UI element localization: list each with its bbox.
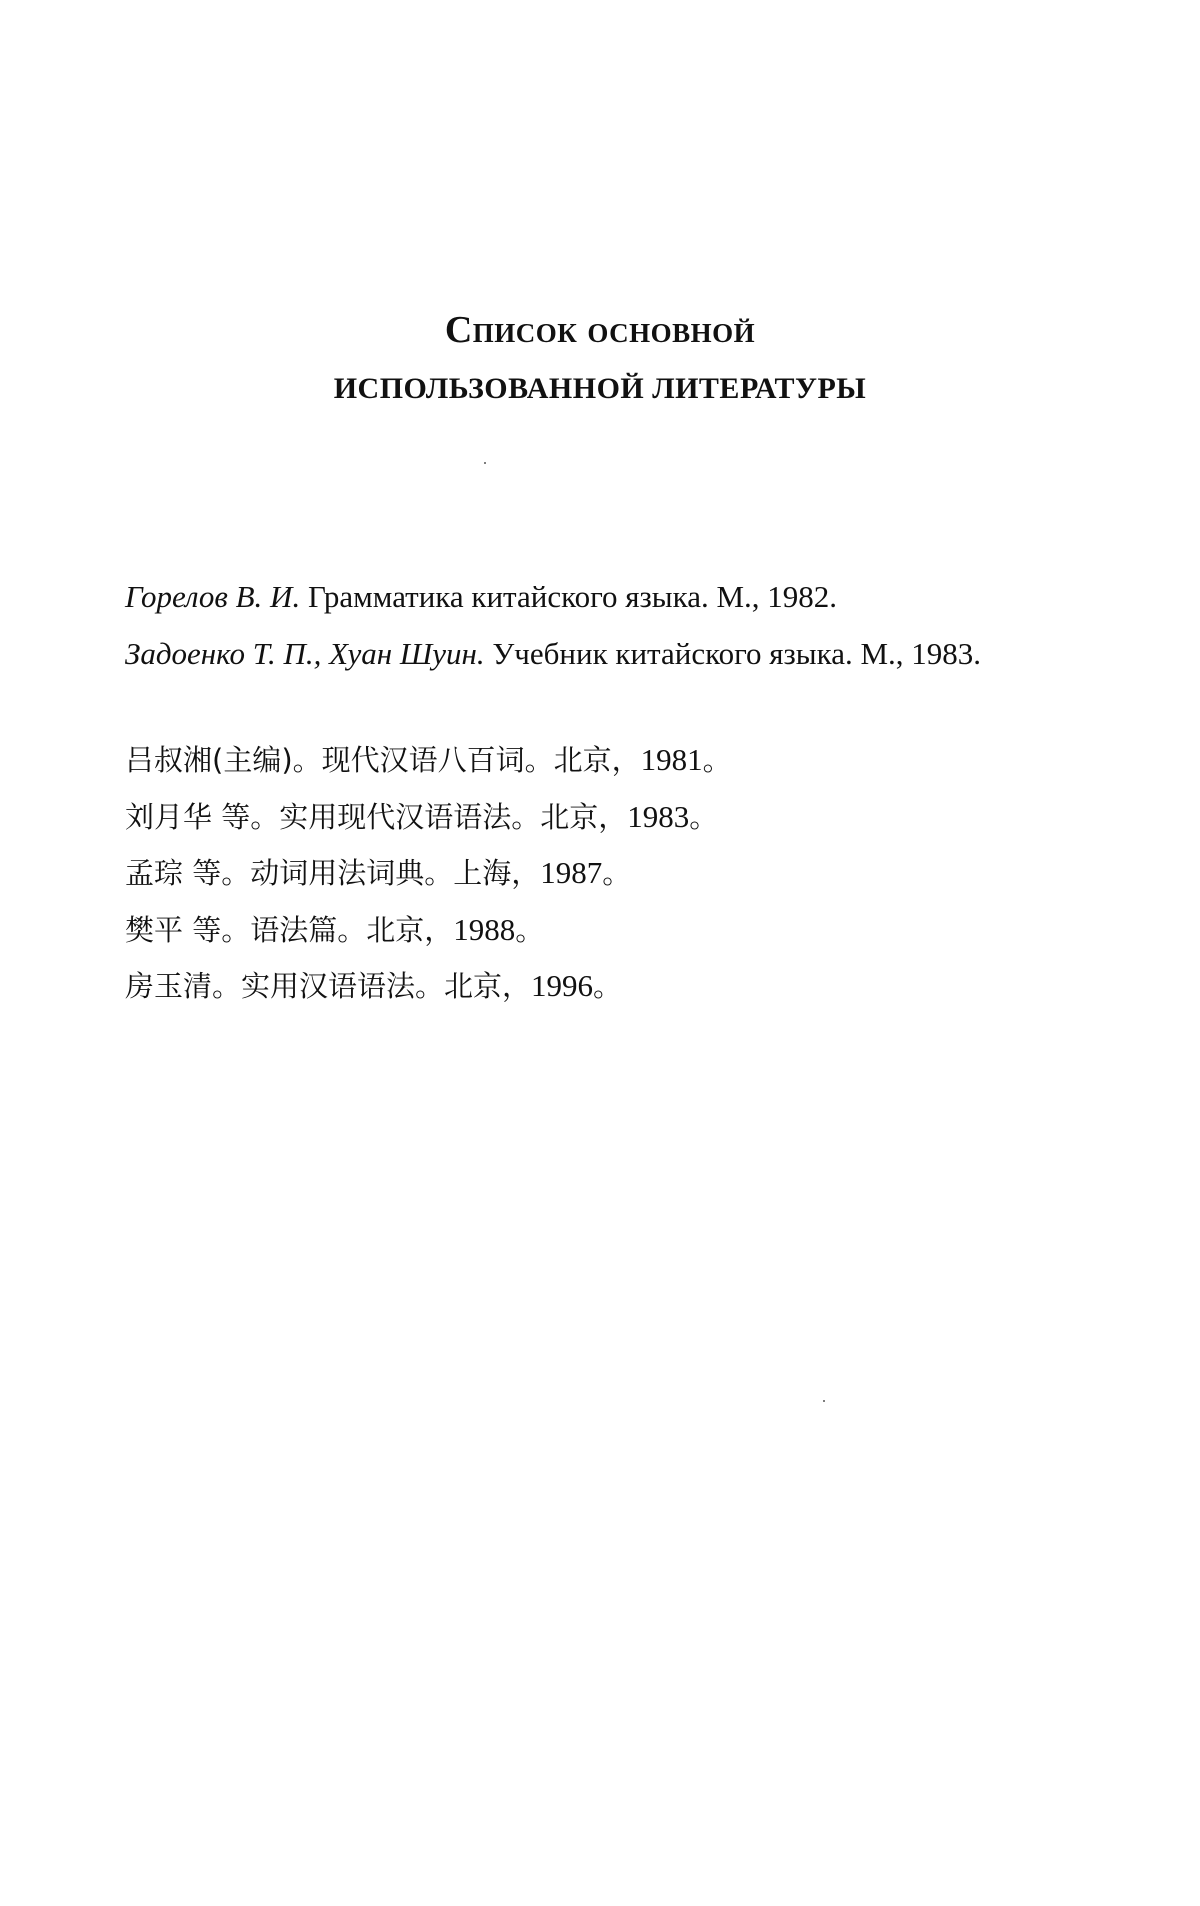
page-subtitle: ИСПОЛЬЗОВАННОЙ ЛИТЕРАТУРЫ <box>333 372 867 405</box>
reference-year: 1996 <box>531 968 594 1003</box>
reference-end: 。 <box>689 799 719 834</box>
russian-references-list <box>125 568 1125 682</box>
reference-end: 。 <box>602 856 632 890</box>
reference-entry <box>125 845 1125 902</box>
reference-text: 吕叔湘(主编)。现代汉语八百词。北京， <box>125 743 641 777</box>
reference-entry <box>125 902 1125 959</box>
chinese-references-list <box>125 732 1125 1015</box>
reference-entry <box>125 958 1125 1015</box>
reference-year: 1987 <box>540 855 603 890</box>
reference-year: 1981 <box>640 742 703 777</box>
reference-entry <box>125 732 1125 789</box>
reference-author: Задоенко Т. П., Хуан Шуин. <box>125 636 485 671</box>
reference-end: 。 <box>593 969 623 1003</box>
page-title: Список основной <box>444 309 756 351</box>
reference-year: 1988 <box>453 911 516 947</box>
reference-text: Учебник китайского языка. М., 1983. <box>484 636 982 671</box>
reference-entry <box>125 789 1125 846</box>
scan-speck <box>484 462 486 464</box>
reference-entry <box>125 568 1125 625</box>
reference-end: 。 <box>702 743 732 777</box>
reference-end: 。 <box>515 912 545 947</box>
reference-text: 孟琮 等。动词用法词典。上海， <box>125 856 541 890</box>
reference-text: 刘月华 等。实用现代汉语语法。北京， <box>125 799 628 834</box>
reference-author: Горелов В. И. <box>125 579 301 614</box>
scan-speck <box>823 1400 825 1402</box>
reference-year: 1983 <box>627 798 690 834</box>
reference-entry <box>125 625 1125 682</box>
reference-text: 房玉清。实用汉语语法。北京， <box>125 969 532 1003</box>
reference-text: 樊平 等。语法篇。北京， <box>125 912 454 947</box>
reference-text: Грамматика китайского языка. М., 1982. <box>300 579 838 614</box>
